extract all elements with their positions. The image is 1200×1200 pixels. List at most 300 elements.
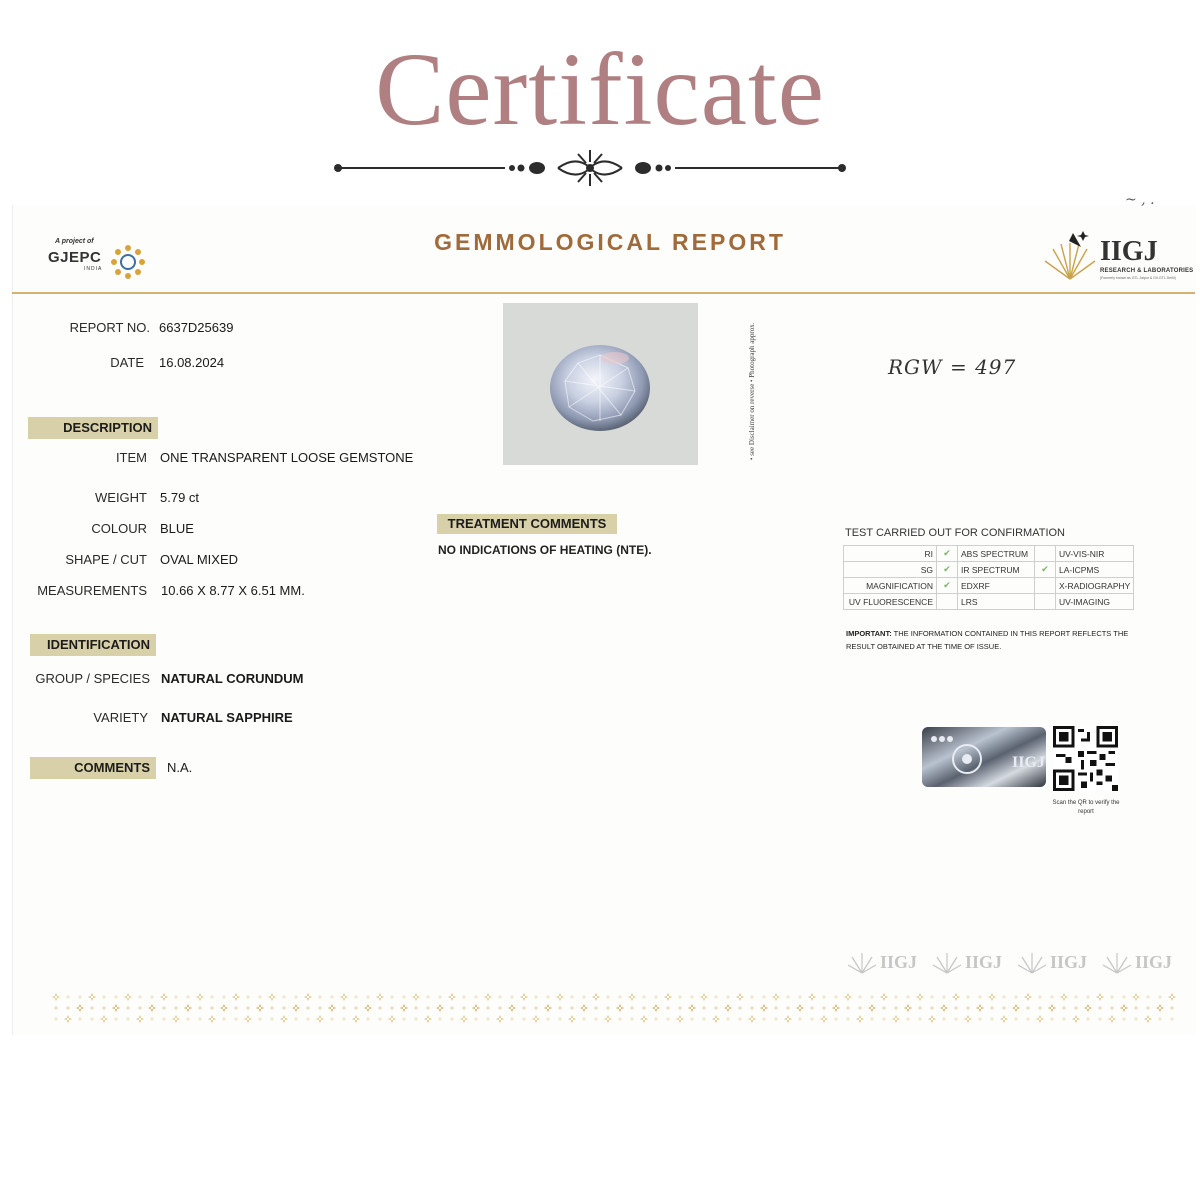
star-ornament [270,1017,274,1021]
star-ornament [222,995,226,999]
star-ornament [522,1006,526,1010]
flourish-ornament [330,148,850,188]
star-ornament [1000,1015,1008,1023]
star-ornament [448,993,456,1001]
test-name: EDXRF [958,578,1035,594]
star-ornament [1038,1006,1042,1010]
hologram-sticker [922,727,1046,787]
star-ornament [738,1017,742,1021]
iigj-watermark-logo [1103,945,1181,975]
test-check-icon: ✔ [937,562,958,578]
star-ornament [508,1004,516,1012]
star-ornament [570,995,574,999]
test-check-icon [1035,594,1056,610]
star-ornament [870,995,874,999]
iigj-watermark-icon [1103,945,1181,975]
iigj-watermark-logo [933,945,1011,975]
iigj-watermark-icon [1018,945,1096,975]
star-ornament [294,995,298,999]
star-ornament [366,1017,370,1021]
star-ornament [1062,1006,1066,1010]
star-ornament [652,1004,660,1012]
star-ornament [1156,1004,1164,1012]
test-name: UV-VIS-NIR [1056,546,1134,562]
star-ornament [246,995,250,999]
star-ornament [952,993,960,1001]
star-ornament [486,1006,490,1010]
star-ornament [390,995,394,999]
iigj-subtitle-note: (Formerly known as GTL Jaipur & GII-GTL Delhi) [1100,276,1176,280]
star-ornament [1024,993,1032,1001]
variety-label: VARIETY [93,710,148,725]
group-species-value: NATURAL CORUNDUM [161,671,304,686]
star-ornament [820,1015,828,1023]
star-ornament [822,1006,826,1010]
star-ornament [966,1006,970,1010]
weight-value: 5.79 ct [160,490,200,505]
star-ornament [150,995,154,999]
star-ornament [498,995,502,999]
svg-text:IIGJ: IIGJ [1135,952,1173,972]
star-ornament [544,1004,552,1012]
star-ornament [114,1017,118,1021]
star-ornament [1086,995,1090,999]
star-ornament [474,1017,478,1021]
star-ornament [388,1015,396,1023]
star-ornament [150,1017,154,1021]
star-ornament [1120,1004,1128,1012]
measurements-label: MEASUREMENTS [37,583,147,598]
star-ornament [1144,1015,1152,1023]
star-ornament [378,1017,382,1021]
qr-code[interactable] [1053,726,1118,791]
star-ornament [186,1017,190,1021]
star-ornament [162,1017,166,1021]
star-ornament [1170,1017,1174,1021]
star-ornament [580,1004,588,1012]
star-ornament [472,1004,480,1012]
star-ornament [352,1015,360,1023]
star-ornament [136,1015,144,1023]
star-ornament [654,995,658,999]
star-ornament [126,1006,130,1010]
test-row [844,578,1134,594]
star-ornament [762,995,766,999]
decorative-star-border [50,992,1180,1026]
star-ornament [846,1006,850,1010]
star-ornament [954,1017,958,1021]
star-ornament [618,995,622,999]
iigj-watermark-icon [848,945,926,975]
colour-label: COLOUR [91,521,147,536]
star-ornament [916,993,924,1001]
item-value: ONE TRANSPARENT LOOSE GEMSTONE [160,450,414,465]
star-ornament [364,1004,372,1012]
star-ornament [834,995,838,999]
star-ornament [138,1006,142,1010]
test-check-icon: ✔ [937,578,958,594]
star-ornament [244,1015,252,1023]
star-ornament [1036,1015,1044,1023]
star-ornament [172,1015,180,1023]
star-ornament [774,1006,778,1010]
star-ornament [618,1017,622,1021]
star-ornament [1168,993,1176,1001]
star-ornament [594,1017,598,1021]
star-ornament [784,1015,792,1023]
star-ornament [918,1017,922,1021]
colour-value: BLUE [160,521,194,536]
star-ornament [354,995,358,999]
header-divider [12,292,1195,294]
star-ornament [76,1004,84,1012]
star-ornament [520,993,528,1001]
iigj-watermark-icon [933,945,1011,975]
star-ornament [1084,1004,1092,1012]
star-ornament [630,1006,634,1010]
star-ornament [124,993,132,1001]
handwritten-note: RGW = 497 [888,355,1017,379]
test-row [844,562,1134,578]
star-ornament [342,1017,346,1021]
star-ornament [712,1015,720,1023]
star-ornament [54,1006,58,1010]
comments-heading: COMMENTS [30,757,156,779]
star-ornament [330,1017,334,1021]
test-name: ABS SPECTRUM [958,546,1035,562]
star-ornament [556,993,564,1001]
iigj-watermark-logo [1018,945,1096,975]
star-ornament [306,1006,310,1010]
star-ornament [424,1015,432,1023]
gjepc-emblem-icon [110,244,146,280]
star-ornament [940,1004,948,1012]
star-ornament [148,1004,156,1012]
test-row [844,546,1134,562]
report-heading: GEMMOLOGICAL REPORT [434,229,786,255]
star-ornament [1108,1015,1116,1023]
star-ornament [258,995,262,999]
star-ornament [522,1017,526,1021]
star-ornament [690,1017,694,1021]
star-ornament [1074,1006,1078,1010]
star-ornament [460,1015,468,1023]
star-ornament [714,1006,718,1010]
gjepc-tagline: A project of [55,238,94,245]
star-ornament [928,1015,936,1023]
star-ornament [676,1015,684,1023]
star-ornament [1074,995,1078,999]
weight-label: WEIGHT [95,490,147,505]
star-ornament [976,1004,984,1012]
item-label: ITEM [115,450,147,465]
star-ornament [54,1017,58,1021]
iigj-subtitle: RESEARCH & LABORATORIES [1100,268,1194,274]
star-ornament [256,1004,264,1012]
star-ornament [726,995,730,999]
star-ornament [856,1015,864,1023]
star-ornament [1110,1006,1114,1010]
test-check-icon [1035,546,1056,562]
star-ornament [436,1004,444,1012]
star-ornament [1002,995,1006,999]
star-ornament [222,1017,226,1021]
star-ornament [700,993,708,1001]
star-ornament [88,993,96,1001]
star-ornament [942,995,946,999]
star-ornament [988,993,996,1001]
star-ornament [1026,1017,1030,1021]
star-ornament [306,1017,310,1021]
star-ornament [258,1017,262,1021]
star-ornament [906,995,910,999]
star-ornament [892,1015,900,1023]
star-ornament [402,1017,406,1021]
star-ornament [438,1017,442,1021]
star-ornament [760,1004,768,1012]
star-ornament [426,1006,430,1010]
star-ornament [1134,1017,1138,1021]
iigj-sunburst-icon [1043,229,1098,281]
report-no-value: 6637D25639 [159,320,234,335]
star-ornament [196,993,204,1001]
star-ornament [246,1006,250,1010]
star-ornament [450,1006,454,1010]
star-ornament [1048,1004,1056,1012]
treatment-heading: TREATMENT COMMENTS [437,514,617,534]
star-ornament [78,1017,82,1021]
corner-scribble: ~ , . [1125,192,1155,208]
star-ornament [1158,1017,1162,1021]
star-ornament [1134,1006,1138,1010]
star-ornament [964,1015,972,1023]
star-ornament [558,1017,562,1021]
important-notice [846,627,1136,653]
star-ornament [726,1017,730,1021]
star-ornament [270,1006,274,1010]
shape-cut-value: OVAL MIXED [160,552,239,567]
star-ornament [64,1015,72,1023]
test-name: MAGNIFICATION [844,578,937,594]
test-name: IR SPECTRUM [958,562,1035,578]
star-ornament [954,1006,958,1010]
qr-caption: Scan the QR to verify the report [1052,800,1120,815]
star-ornament [510,995,514,999]
star-ornament [112,1004,120,1012]
star-ornament [594,1006,598,1010]
star-ornament [1026,1006,1030,1010]
star-ornament [1098,1006,1102,1010]
star-ornament [450,1017,454,1021]
star-ornament [688,1004,696,1012]
star-ornament [114,995,118,999]
star-ornament [714,995,718,999]
star-ornament [570,1006,574,1010]
star-ornament [1062,1017,1066,1021]
star-ornament [558,1006,562,1010]
star-ornament [414,1006,418,1010]
star-ornament [604,1015,612,1023]
star-ornament [208,1015,216,1023]
star-ornament [210,995,214,999]
star-ornament [858,995,862,999]
star-ornament [328,1004,336,1012]
star-ornament [990,1017,994,1021]
star-ornament [462,995,466,999]
star-ornament [1060,993,1068,1001]
star-ornament [402,995,406,999]
certificate-title: Certificate [375,32,825,147]
star-ornament [834,1017,838,1021]
star-ornament [184,1004,192,1012]
star-ornament [220,1004,228,1012]
star-ornament [978,995,982,999]
star-ornament [1096,993,1104,1001]
star-ornament [798,1017,802,1021]
star-ornament [748,1015,756,1023]
star-ornament [438,995,442,999]
star-ornament [750,1006,754,1010]
date-value: 16.08.2024 [159,355,225,370]
star-ornament [592,993,600,1001]
star-ornament [496,1015,504,1023]
star-ornament [1122,995,1126,999]
star-ornament [630,1017,634,1021]
star-ornament [426,995,430,999]
star-ornament [882,1017,886,1021]
gjepc-country: INDIA [84,266,103,272]
star-ornament [234,1006,238,1010]
star-ornament [1146,995,1150,999]
star-ornament [330,995,334,999]
star-ornament [930,1006,934,1010]
star-ornament [174,995,178,999]
measurements-value: 10.66 X 8.77 X 6.51 MM. [161,583,305,598]
star-ornament [484,993,492,1001]
star-ornament [1038,995,1042,999]
star-ornament [304,993,312,1001]
star-ornament [582,1017,586,1021]
star-ornament [52,993,60,1001]
star-ornament [210,1006,214,1010]
star-ornament [894,1006,898,1010]
star-ornament [414,1017,418,1021]
star-ornament [568,1015,576,1023]
star-ornament [1050,995,1054,999]
star-ornament [462,1006,466,1010]
star-ornament [268,993,276,1001]
star-ornament [160,993,168,1001]
star-ornament [582,995,586,999]
star-ornament [606,995,610,999]
important-text: THE INFORMATION CONTAINED IN THIS REPORT REFLECTS THE RESULT OBTAINED AT THE TIME OF ISSUE. [846,629,1129,651]
test-name: UV-IMAGING [1056,594,1134,610]
comments-value: N.A. [167,760,193,775]
identification-heading: IDENTIFICATION [30,634,156,656]
star-ornament [772,993,780,1001]
star-ornament [786,995,790,999]
star-ornament [606,1006,610,1010]
star-ornament [174,1006,178,1010]
star-ornament [162,1006,166,1010]
star-ornament [702,1017,706,1021]
test-row [844,594,1134,610]
star-ornament [354,1006,358,1010]
star-ornament [232,993,240,1001]
star-ornament [808,993,816,1001]
star-ornament [810,1017,814,1021]
star-ornament [474,995,478,999]
star-ornament [904,1004,912,1012]
star-ornament [870,1017,874,1021]
star-ornament [366,995,370,999]
star-ornament [664,993,672,1001]
star-ornament [376,993,384,1001]
tests-table [843,545,1134,610]
star-ornament [762,1017,766,1021]
star-ornament [66,1006,70,1010]
variety-value: NATURAL SAPPHIRE [161,710,293,725]
star-ornament [1012,1004,1020,1012]
test-check-icon [937,594,958,610]
star-ornament [318,995,322,999]
star-ornament [640,1015,648,1023]
svg-text:IIGJ: IIGJ [1012,754,1045,771]
star-ornament [738,1006,742,1010]
test-check-icon: ✔ [937,546,958,562]
test-check-icon [1035,578,1056,594]
description-heading: DESCRIPTION [28,417,158,439]
star-ornament [844,993,852,1001]
star-ornament [1086,1017,1090,1021]
star-ornament [642,1006,646,1010]
star-ornament [412,993,420,1001]
star-ornament [822,995,826,999]
star-ornament [546,1017,550,1021]
tests-title: TEST CARRIED OUT FOR CONFIRMATION [845,527,1066,539]
star-ornament [78,995,82,999]
star-ornament [750,995,754,999]
star-ornament [340,993,348,1001]
star-ornament [1072,1015,1080,1023]
star-ornament [534,995,538,999]
star-ornament [100,1015,108,1023]
star-ornament [654,1017,658,1021]
star-ornament [102,1006,106,1010]
star-ornament [282,1006,286,1010]
star-ornament [1014,995,1018,999]
star-ornament [798,995,802,999]
star-ornament [774,1017,778,1021]
star-ornament [846,1017,850,1021]
star-ornament [318,1006,322,1010]
star-ornament [510,1017,514,1021]
star-ornament [810,1006,814,1010]
star-ornament [534,1006,538,1010]
star-ornament [858,1006,862,1010]
star-ornament [126,1017,130,1021]
star-ornament [786,1006,790,1010]
star-ornament [234,1017,238,1021]
star-ornament [942,1017,946,1021]
star-ornament [532,1015,540,1023]
gemstone-photo [503,303,698,465]
star-ornament [966,995,970,999]
star-ornament [546,995,550,999]
star-ornament [678,995,682,999]
star-ornament [642,995,646,999]
gjepc-logo-text: GJEPC [48,249,102,266]
